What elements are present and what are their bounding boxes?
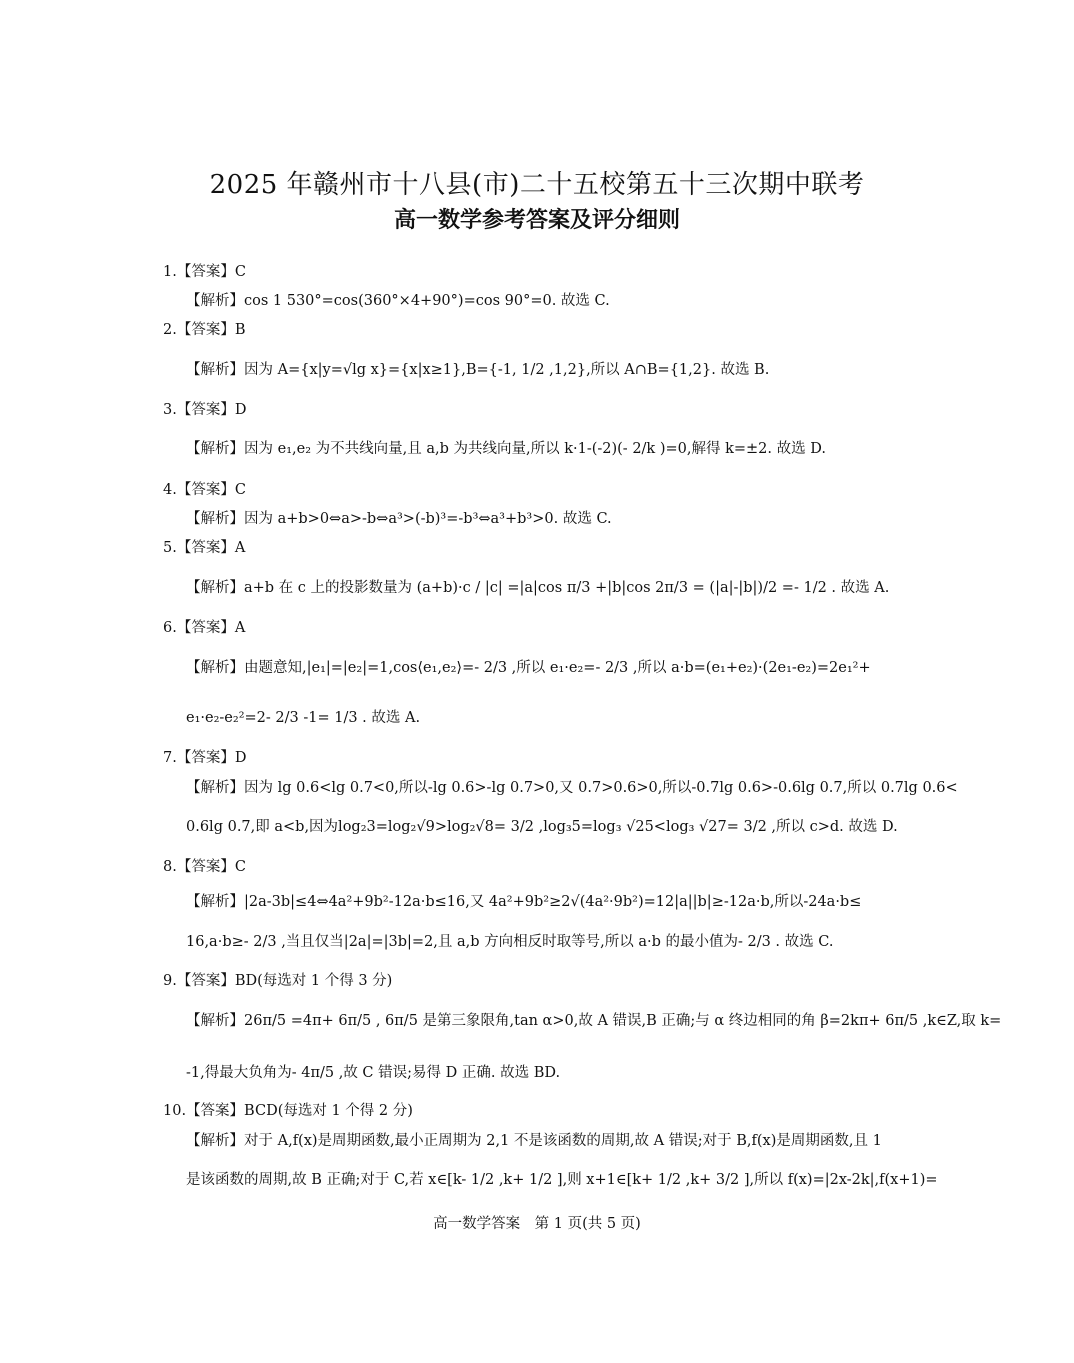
analysis-line: 【解析】26π/5 =4π+ 6π/5 , 6π/5 是第三象限角,tan α>0,故 A 错误,B 正确;与 α 终边相同的角 β=2kπ+ 6π/5 ,k∈Z,取 k= — [186, 1013, 1002, 1029]
answer-line: 7.【答案】D — [163, 750, 247, 766]
analysis-line: 【解析】因为 lg 0.6<lg 0.7<0,所以-lg 0.6>-lg 0.7>0,又 0.7>0.6>0,所以-0.7lg 0.6>-0.6lg 0.7,所以 0.7lg 0.6< — [186, 780, 958, 796]
analysis-line: 0.6lg 0.7,即 a<b,因为log₂3=log₂√9>log₂√8= 3/2 ,log₃5=log₃ √25<log₃ √27= 3/2 ,所以 c>d. 故选 D. — [186, 819, 898, 835]
analysis-line: 是该函数的周期,故 B 正确;对于 C,若 x∈[k- 1/2 ,k+ 1/2 ],则 x+1∈[k+ 1/2 ,k+ 3/2 ],所以 f(x)=|2x-2k|,f(x+1)= — [186, 1172, 938, 1188]
answer-line: 3.【答案】D — [163, 402, 247, 418]
analysis-line: 【解析】因为 A={x|y=√lg x}={x|x≥1},B={-1, 1/2 ,1,2},所以 A∩B={1,2}. 故选 B. — [186, 362, 770, 378]
analysis-line: 【解析】因为 a+b>0⇔a>-b⇔a³>(-b)³=-b³⇔a³+b³>0. 故选 C. — [186, 511, 612, 527]
answer-line: 5.【答案】A — [163, 540, 246, 556]
answer-line: 6.【答案】A — [163, 620, 246, 636]
answer-line: 2.【答案】B — [163, 322, 246, 338]
analysis-line: 【解析】a+b 在 c 上的投影数量为 (a+b)·c / |c| =|a|cos π/3 +|b|cos 2π/3 = (|a|-|b|)/2 =- 1/2 . 故选 A. — [186, 580, 890, 596]
answer-line: 4.【答案】C — [163, 482, 246, 498]
analysis-line: 【解析】对于 A,f(x)是周期函数,最小正周期为 2,1 不是该函数的周期,故 A 错误;对于 B,f(x)是周期函数,且 1 — [186, 1133, 882, 1149]
answer-line: 1.【答案】C — [163, 264, 246, 280]
page-footer: 高一数学答案 第 1 页(共 5 页) — [433, 1216, 641, 1232]
analysis-line: 【解析】|2a-3b|≤4⇔4a²+9b²-12a·b≤16,又 4a²+9b²≥2√(4a²·9b²)=12|a||b|≥-12a·b,所以-24a·b≤ — [186, 894, 862, 910]
analysis-line: 【解析】由题意知,|e₁|=|e₂|=1,cos⟨e₁,e₂⟩=- 2/3 ,所以 e₁·e₂=- 2/3 ,所以 a·b=(e₁+e₂)·(2e₁-e₂)=2e₁²+ — [186, 660, 871, 676]
analysis-line: e₁·e₂-e₂²=2- 2/3 -1= 1/3 . 故选 A. — [186, 710, 421, 726]
analysis-line: 16,a·b≥- 2/3 ,当且仅当|2a|=|3b|=2,且 a,b 方向相反时取等号,所以 a·b 的最小值为- 2/3 . 故选 C. — [186, 934, 834, 950]
analysis-line: 【解析】cos 1 530°=cos(360°×4+90°)=cos 90°=0. 故选 C. — [186, 293, 610, 309]
page-title: 2025 年赣州市十八县(市)二十五校第五十三次期中联考 — [209, 170, 865, 200]
analysis-line: 【解析】因为 e₁,e₂ 为不共线向量,且 a,b 为共线向量,所以 k·1-(-2)(- 2/k )=0,解得 k=±2. 故选 D. — [186, 441, 826, 457]
page-subtitle: 高一数学参考答案及评分细则 — [393, 208, 680, 233]
analysis-line: -1,得最大负角为- 4π/5 ,故 C 错误;易得 D 正确. 故选 BD. — [186, 1065, 561, 1081]
answer-line: 10.【答案】BCD(每选对 1 个得 2 分) — [163, 1103, 413, 1119]
answer-line: 9.【答案】BD(每选对 1 个得 3 分) — [163, 973, 393, 989]
answer-line: 8.【答案】C — [163, 859, 246, 875]
